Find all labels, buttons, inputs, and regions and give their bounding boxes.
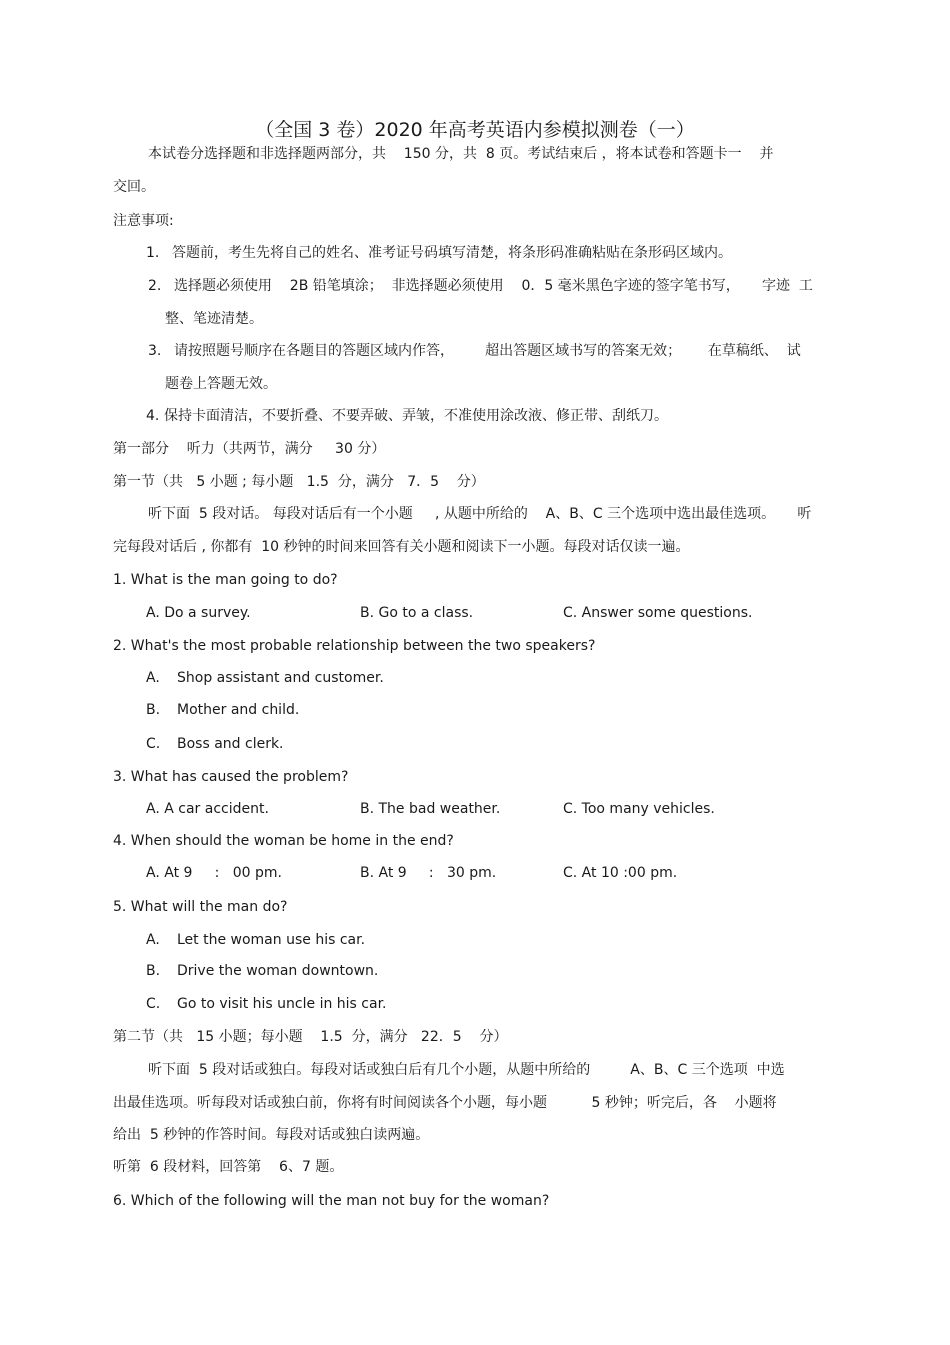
q5-option-a: Let the woman use his car. — [177, 932, 366, 948]
section2-heading: 第二节（共 15 小题；每小题 1.5 分，满分 22．5 分） — [113, 1029, 508, 1045]
notice-item-4-num: 4. — [146, 408, 160, 424]
section1-heading: 第一节（共 5 小题 ; 每小题 1.5 分，满分 7．5 分） — [113, 474, 485, 490]
question-2: 2. What's the most probable relationship between the two speakers? — [113, 638, 596, 654]
q4-option-a: A. At 9 : 00 pm. — [146, 865, 282, 881]
intro-line-2: 交回。 — [113, 179, 155, 195]
section2-instruction-3: 给出 5 秒钟的作答时间。每段对话或独白读两遍。 — [113, 1127, 430, 1143]
q3-option-a: A. A car accident. — [146, 801, 269, 817]
notice-item-1-text: 答题前，考生先将自己的姓名、准考证号码填写清楚，将条形码准确粘贴在条形码区域内。 — [172, 245, 732, 261]
q5-option-c: Go to visit his uncle in his car. — [177, 996, 387, 1012]
section1-instruction-1: 听下面 5 段对话。 每段对话后有一个小题 , 从题中所给的 A、B、C 三个选项中选出最佳选项。 听 — [148, 506, 812, 522]
q1-option-a: A. Do a survey. — [146, 605, 251, 621]
q1-option-b: B. Go to a class. — [360, 605, 474, 621]
question-6: 6. Which of the following will the man not buy for the woman? — [113, 1193, 550, 1209]
q5-option-a-label: A. — [146, 932, 160, 948]
q2-option-c: Boss and clerk. — [177, 736, 284, 752]
q3-option-c: C. Too many vehicles. — [563, 801, 715, 817]
notice-item-2-cont: 整、笔迹清楚。 — [165, 311, 263, 327]
question-5: 5. What will the man do? — [113, 899, 288, 915]
notice-item-2-text: 选择题必须使用 2B 铅笔填涂； 非选择题必须使用 0．5 毫米黑色字迹的签字笔书写， 字迹 工 — [174, 278, 813, 294]
notice-item-4-text: 保持卡面清洁，不要折叠、不要弄破、弄皱，不准使用涂改液、修正带、刮纸刀。 — [164, 408, 668, 424]
q4-option-c: C. At 10 :00 pm. — [563, 865, 678, 881]
notice-item-3-num: 3. — [148, 343, 162, 359]
section1-instruction-2: 完每段对话后 , 你都有 10 秒钟的时间来回答有关小题和阅读下一小题。每段对话仅读一遍。 — [113, 539, 690, 555]
q1-option-c: C. Answer some questions. — [563, 605, 753, 621]
notice-item-3-text: 请按照题号顺序在各题目的答题区域内作答， 超出答题区域书写的答案无效； 在草稿纸、 试 — [174, 343, 801, 359]
q2-option-c-label: C. — [146, 736, 161, 752]
intro-line-1: 本试卷分选择题和非选择题两部分，共 150 分，共 8 页。考试结束后 ，将本试卷和答题卡一 并 — [148, 146, 774, 162]
notice-heading: 注意事项: — [113, 213, 174, 229]
material-6-instruction: 听第 6 段材料，回答第 6、7 题。 — [113, 1159, 344, 1175]
q4-option-b: B. At 9 : 30 pm. — [360, 865, 497, 881]
notice-item-3-cont: 题卷上答题无效。 — [165, 376, 277, 392]
exam-title: （全国 3 卷）2020 年高考英语内参模拟测卷（一） — [255, 119, 695, 141]
q2-option-a-label: A. — [146, 670, 160, 686]
q2-option-a: Shop assistant and customer. — [177, 670, 384, 686]
part1-heading: 第一部分 听力（共两节，满分 30 分） — [113, 441, 386, 457]
notice-item-2-num: 2. — [148, 278, 162, 294]
question-1: 1. What is the man going to do? — [113, 572, 338, 588]
q3-option-b: B. The bad weather. — [360, 801, 501, 817]
q2-option-b: Mother and child. — [177, 702, 300, 718]
section2-instruction-1: 听下面 5 段对话或独白。每段对话或独白后有几个小题，从题中所给的 A、B、C 三个选项 中选 — [148, 1062, 785, 1078]
notice-item-1-num: 1. — [146, 245, 160, 261]
question-3: 3. What has caused the problem? — [113, 769, 349, 785]
q5-option-c-label: C. — [146, 996, 161, 1012]
q5-option-b: Drive the woman downtown. — [177, 963, 379, 979]
question-4: 4. When should the woman be home in the end? — [113, 833, 454, 849]
q2-option-b-label: B. — [146, 702, 161, 718]
section2-instruction-2: 出最佳选项。听每段对话或独白前，你将有时间阅读各个小题，每小题 5 秒钟；听完后，各 小题将 — [113, 1095, 777, 1111]
q5-option-b-label: B. — [146, 963, 161, 979]
